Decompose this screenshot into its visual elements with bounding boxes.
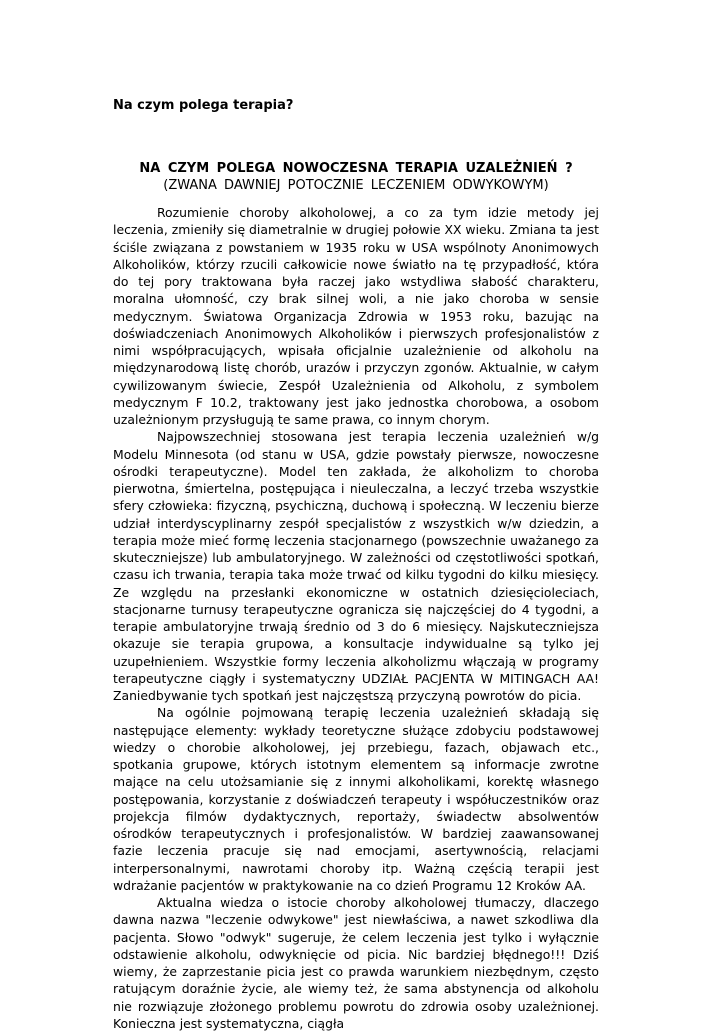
paragraph-4: Aktualna wiedza o istocie choroby alkoholowej tłumaczy, dlaczego dawna nazwa "leczenie odwykowe" jest niewłaściwa, a nawet szkodliwa dla pacjenta. Słowo "odwyk" sugeruje, że celem leczenia jest tylko i wyłącznie odstawienie alkoholu, odwyknięcie od picia. Nic bardziej błędnego!!! Dziś wiemy, że zaprzestanie picia jest co prawda warunkiem niezbędnym, często ratującym doraźnie życie, ale wiemy też, że sama abstynencja od alkoholu nie rozwiązuje złożonego problemu powrotu do zdrowia osoby uzależnionej. Konieczna jest systematyczna, ciągła bbox=[113, 895, 599, 1031]
title-block bbox=[113, 160, 599, 194]
paragraph-1: Rozumienie choroby alkoholowej, a co za tym idzie metody jej leczenia, zmieniły się diametralnie w drugiej połowie XX wieku. Zmiana ta jest ściśle związana z powstaniem w 1935 roku w USA wspólnoty Anonimowych Alkoholików, którzy rzucili całkowicie nowe światło na tę przypadłość, która do tej pory traktowana była raczej jako wstydliwa słabość charakteru, moralna ułomność, czy brak silnej woli, a nie jako choroba w sensie medycznym. Światowa Organizacja Zdrowia w 1953 roku, bazując na doświadczeniach Anonimowych Alkoholików i pierwszych profesjonalistów z nimi współpracujących, wpisała oficjalnie uzależnienie od alkoholu na międzynarodową listę chorób, urazów i przyczyn zgonów. Aktualnie, w całym cywilizowanym świecie, Zespół Uzależnienia od Alkoholu, z symbolem medycznym F 10.2, traktowany jest jako jednostka chorobowa, a osobom uzależnionym przysługują te same prawa, co innym chorym. bbox=[113, 205, 599, 427]
main-title: NA CZYM POLEGA NOWOCZESNA TERAPIA UZALEŻNIEŃ ? bbox=[139, 161, 573, 176]
page-heading: Na czym polega terapia? bbox=[113, 98, 294, 113]
body-text bbox=[113, 204, 599, 1032]
paragraph-2: Najpowszechniej stosowana jest terapia leczenia uzależnień w/g Modelu Minnesota (od stanu w USA, gdzie powstały pierwsze, nowoczesne ośrodki terapeutyczne). Model ten zakłada, że alkoholizm to choroba pierwotna, śmiertelna, postępująca i nieuleczalna, a leczyć trzeba wszystkie sfery człowieka: fizyczną, psychiczną, duchową i społeczną. W leczeniu bierze udział interdyscyplinarny zespół specjalistów z wszystkich w/w dziedzin, a terapia może mieć formę leczenia stacjonarnego (powszechnie uważanego za skuteczniejsze) lub ambulatoryjnego. W zależności od częstotliwości spotkań, czasu ich trwania, terapia taka może trwać od kilku tygodni do kilku miesięcy. Ze względu na przesłanki ekonomiczne w ostatnich dziesięcioleciach, stacjonarne turnusy terapeutyczne ogranicza się najczęściej do 4 tygodni, a terapie ambulatoryjne trwają średnio od 3 do 6 miesięcy. Najskuteczniejsza okazuje sie terapia grupowa, a konsultacje indywidualne są tylko jej uzupełnieniem. Wszystkie formy leczenia alkoholizmu włączają w programy terapeutyczne ciągły i systematyczny UDZIAŁ PACJENTA W MITINGACH AA! Zaniedbywanie tych spotkań jest najczęstszą przyczyną powrotów do picia. bbox=[113, 429, 599, 703]
paragraph-3: Na ogólnie pojmowaną terapię leczenia uzależnień składają się następujące elementy: wykłady teoretyczne służące zdobyciu podstawowej wiedzy o chorobie alkoholowej, jej przebiegu, fazach, objawach etc., spotkania grupowe, których istotnym elementem są informacje zwrotne mające na celu utożsamianie się z innymi alkoholikami, korektę własnego postępowania, korzystanie z doświadczeń terapeuty i współuczestników oraz projekcja filmów dydaktycznych, reportaży, świadectw absolwentów ośrodków terapeutycznych i profesjonalistów. W bardziej zaawansowanej fazie leczenia pracuje się nad emocjami, asertywnością, relacjami interpersonalnymi, nawrotami choroby itp. Ważną częścią terapii jest wdrażanie pacjentów w praktykowanie na co dzień Programu 12 Kroków AA. bbox=[113, 705, 599, 893]
subtitle: (ZWANA DAWNIEJ POTOCZNIE LECZENIEM ODWYKOWYM) bbox=[163, 178, 549, 193]
